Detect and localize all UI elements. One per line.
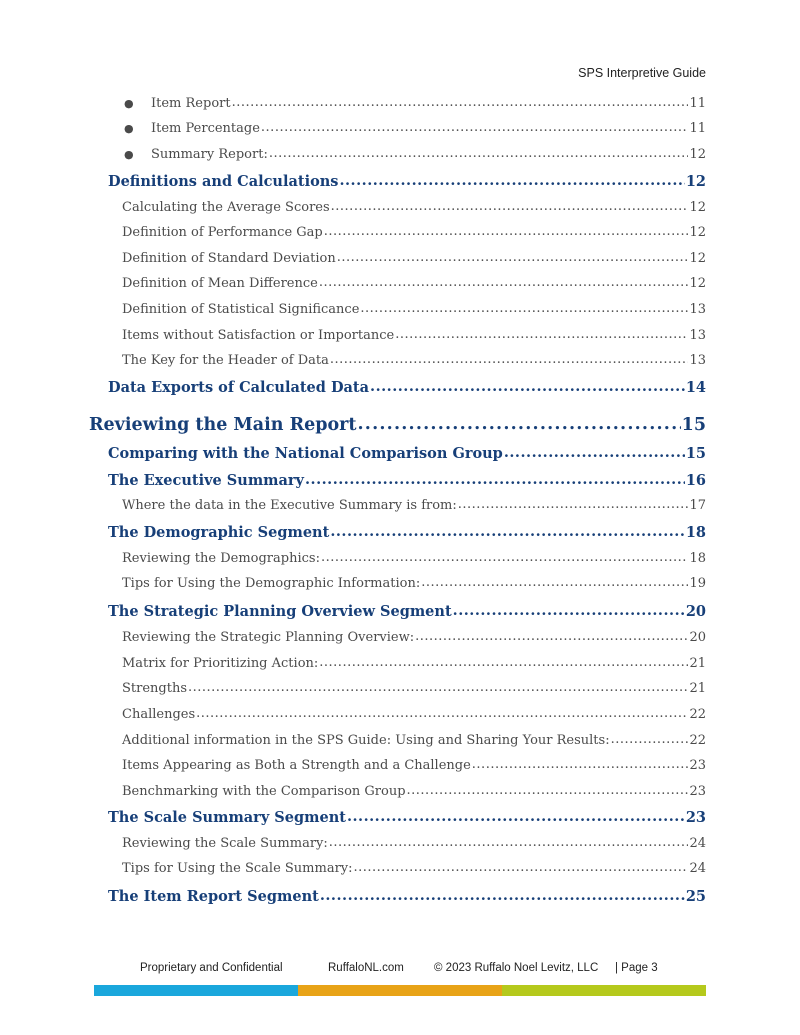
footer-page-number: | Page 3 [615, 962, 658, 974]
toc-entry-label: Item Percentage [151, 121, 260, 136]
toc-entry-page: 22 [689, 733, 706, 748]
toc-entry-label: Definition of Performance Gap [122, 225, 323, 240]
toc-entry[interactable] [108, 888, 706, 905]
toc-entry[interactable] [122, 861, 706, 876]
dot-leader [337, 250, 689, 265]
toc-entry-page: 23 [689, 758, 706, 773]
dot-leader [504, 444, 685, 461]
toc-entry[interactable] [122, 498, 706, 513]
dot-leader [347, 808, 685, 825]
toc-entry-label: Items without Satisfaction or Importance [122, 328, 395, 343]
toc-entry-page: 18 [685, 524, 706, 541]
toc-entry-page: 14 [685, 379, 706, 396]
toc-entry-label: Tips for Using the Demographic Information: [122, 576, 421, 591]
toc-entry-label: Matrix for Prioritizing Action: [122, 656, 319, 671]
toc-entry[interactable] [108, 603, 706, 620]
dot-leader [415, 629, 688, 644]
toc-entry-page: 11 [689, 96, 706, 111]
toc-entry[interactable] [108, 809, 706, 826]
toc-entry[interactable] [124, 147, 706, 162]
dot-leader [196, 706, 688, 721]
toc-entry-page: 12 [689, 147, 706, 162]
toc-entry-page: 15 [681, 415, 706, 435]
toc-entry-page: 13 [689, 353, 706, 368]
footer-copyright: © 2023 Ruffalo Noel Levitz, LLC [434, 962, 599, 974]
toc-entry[interactable] [122, 353, 706, 368]
toc-entry-page: 20 [689, 630, 706, 645]
toc-entry-page: 17 [689, 498, 706, 513]
toc-entry[interactable] [124, 121, 706, 136]
dot-leader [407, 783, 689, 798]
toc-entry[interactable] [122, 656, 706, 671]
toc-entry-page: 20 [685, 603, 706, 620]
toc-entry[interactable] [122, 276, 706, 291]
toc-entry-label: Calculating the Average Scores [122, 200, 330, 215]
toc-entry-page: 12 [689, 225, 706, 240]
dot-leader [611, 732, 689, 747]
toc-entry-label: Item Report [151, 96, 231, 111]
toc-entry-page: 11 [689, 121, 706, 136]
toc-entry-page: 12 [685, 173, 706, 190]
bullet-icon: ● [124, 122, 134, 135]
toc-entry-page: 25 [685, 888, 706, 905]
dot-leader [319, 655, 688, 670]
toc-entry-page: 13 [689, 328, 706, 343]
toc-entry-label: The Scale Summary Segment [108, 809, 346, 826]
running-header: SPS Interpretive Guide [578, 66, 706, 80]
footer-website[interactable]: RuffaloNL.com [328, 962, 404, 974]
toc-entry[interactable] [122, 630, 706, 645]
toc-entry[interactable] [122, 576, 706, 591]
dot-leader [354, 860, 689, 875]
toc-entry-label: The Item Report Segment [108, 888, 319, 905]
toc-entry-label: Data Exports of Calculated Data [108, 379, 370, 396]
dot-leader [269, 146, 689, 161]
toc-entry-label: Definitions and Calculations [108, 173, 339, 190]
dot-leader [358, 414, 681, 434]
toc-entry-label: The Executive Summary [108, 472, 304, 489]
toc-entry[interactable] [122, 302, 706, 317]
toc-entry-page: 12 [689, 200, 706, 215]
dot-leader [472, 757, 689, 772]
toc-entry-page: 21 [689, 656, 706, 671]
toc-entry-page: 23 [689, 784, 706, 799]
toc-entry-label: Summary Report: [151, 147, 268, 162]
toc-entry-label: Challenges [122, 707, 196, 722]
toc-entry[interactable] [122, 200, 706, 215]
dot-leader [188, 680, 688, 695]
dot-leader [458, 497, 689, 512]
dot-leader [324, 224, 689, 239]
toc-entry[interactable] [122, 681, 706, 696]
toc-entry-page: 15 [685, 445, 706, 462]
toc-entry[interactable] [124, 96, 706, 111]
toc-entry[interactable] [122, 707, 706, 722]
toc-entry-label: Definition of Mean Difference [122, 276, 318, 291]
toc-entry[interactable] [108, 524, 706, 541]
toc-entry-page: 19 [689, 576, 706, 591]
dot-leader [329, 835, 689, 850]
toc-entry-page: 13 [689, 302, 706, 317]
toc-entry-label: The Demographic Segment [108, 524, 330, 541]
toc-entry-label: Reviewing the Demographics: [122, 551, 320, 566]
toc-entry-label: Strengths [122, 681, 187, 696]
toc-entry-label: Additional information in the SPS Guide: Using and Sharing Your Results: [122, 733, 610, 748]
toc-entry-page: 23 [685, 809, 706, 826]
dot-leader [339, 172, 684, 189]
toc-entry-label: Tips for Using the Scale Summary: [122, 861, 353, 876]
footer-confidential: Proprietary and Confidential [140, 962, 283, 974]
toc-entry[interactable] [122, 328, 706, 343]
toc-entry-label: Items Appearing as Both a Strength and a Challenge [122, 758, 471, 773]
toc-entry[interactable] [122, 225, 706, 240]
dot-leader [330, 352, 689, 367]
toc-entry-label: Definition of Standard Deviation [122, 251, 336, 266]
dot-leader [421, 575, 688, 590]
toc-entry[interactable] [108, 472, 706, 489]
dot-leader [331, 199, 689, 214]
toc-entry-label: Definition of Statistical Significance [122, 302, 360, 317]
toc-entry[interactable] [108, 445, 706, 462]
dot-leader [261, 120, 689, 135]
toc-entry-label: Comparing with the National Comparison Group [108, 445, 503, 462]
toc-entry[interactable] [122, 551, 706, 566]
toc-entry-page: 24 [689, 836, 706, 851]
footer-bar-orange [298, 985, 502, 996]
dot-leader [370, 378, 685, 395]
bullet-icon: ● [124, 97, 134, 110]
dot-leader [305, 471, 685, 488]
toc-entry-label: Reviewing the Strategic Planning Overview: [122, 630, 415, 645]
toc-entry-label: The Strategic Planning Overview Segment [108, 603, 452, 620]
toc-entry[interactable] [122, 733, 706, 748]
toc-entry[interactable] [122, 836, 706, 851]
footer-bar-blue [94, 985, 298, 996]
toc-entry-page: 18 [689, 551, 706, 566]
toc-entry-page: 12 [689, 251, 706, 266]
toc-entry[interactable] [122, 251, 706, 266]
toc-entry-page: 16 [685, 472, 706, 489]
dot-leader [453, 602, 685, 619]
toc-entry[interactable] [122, 758, 706, 773]
toc-entry[interactable] [122, 784, 706, 799]
toc-entry[interactable] [108, 173, 706, 190]
dot-leader [319, 275, 689, 290]
toc-entry-label: Benchmarking with the Comparison Group [122, 784, 406, 799]
dot-leader [395, 327, 688, 342]
footer-bar-green [502, 985, 706, 996]
toc-entry-page: 24 [689, 861, 706, 876]
toc-entry-page: 21 [689, 681, 706, 696]
toc-entry-label: Where the data in the Executive Summary is from: [122, 498, 457, 513]
toc-entry-label: Reviewing the Scale Summary: [122, 836, 328, 851]
dot-leader [320, 887, 685, 904]
dot-leader [232, 95, 689, 110]
dot-leader [330, 523, 685, 540]
toc-entry-page: 22 [689, 707, 706, 722]
toc-entry[interactable] [108, 379, 706, 396]
toc-entry[interactable] [89, 415, 706, 435]
bullet-icon: ● [124, 148, 134, 161]
toc-entry-label: The Key for the Header of Data [122, 353, 329, 368]
dot-leader [360, 301, 688, 316]
toc-entry-label: Reviewing the Main Report [89, 415, 357, 435]
dot-leader [321, 550, 689, 565]
toc-entry-page: 12 [689, 276, 706, 291]
